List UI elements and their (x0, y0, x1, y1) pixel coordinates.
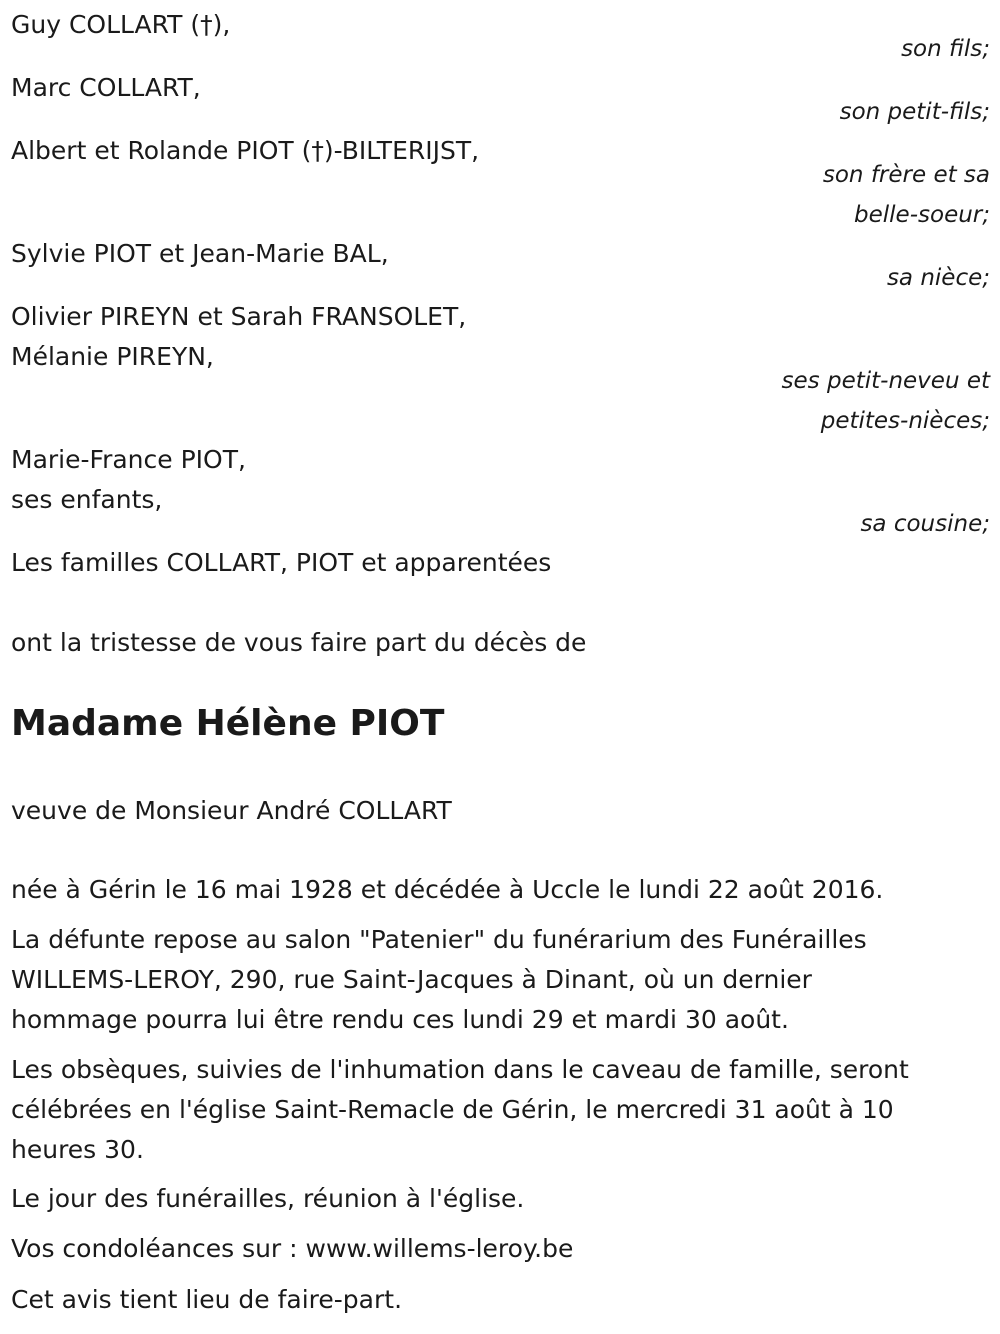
family-relation: son fils; (901, 36, 990, 62)
announcement-line: ont la tristesse de vous faire part du décès de (11, 628, 587, 657)
family-name-line: Marie-France PIOT, (11, 445, 246, 474)
family-relation: sa cousine; (860, 511, 990, 537)
family-relation: ses petit-neveu et (781, 368, 990, 394)
paragraph-line: hommage pourra lui être rendu ces lundi 29 et mardi 30 août. (11, 1005, 789, 1034)
family-name-line: ses enfants, (11, 485, 163, 514)
family-name-line: Olivier PIREYN et Sarah FRANSOLET, (11, 302, 467, 331)
family-name-line: Marc COLLART, (11, 73, 201, 102)
family-relation: petites-nièces; (820, 408, 990, 434)
family-relation: belle-soeur; (854, 202, 990, 228)
deceased-name: Madame Hélène PIOT (11, 703, 445, 744)
family-name-line: Guy COLLART (†), (11, 10, 231, 39)
family-name-line: Sylvie PIOT et Jean-Marie BAL, (11, 239, 389, 268)
condolences-line: Vos condoléances sur : www.willems-leroy.be (11, 1234, 574, 1263)
widow-line: veuve de Monsieur André COLLART (11, 796, 452, 825)
paragraph-line: célébrées en l'église Saint-Remacle de Gérin, le mercredi 31 août à 10 (11, 1095, 894, 1124)
paragraph-line: La défunte repose au salon "Patenier" du funérarium des Funérailles (11, 925, 867, 954)
closing-line: Cet avis tient lieu de faire-part. (11, 1285, 403, 1314)
family-name-line: Mélanie PIREYN, (11, 342, 214, 371)
families-line: Les familles COLLART, PIOT et apparentées (11, 548, 552, 577)
birth-death-line: née à Gérin le 16 mai 1928 et décédée à Uccle le lundi 22 août 2016. (11, 875, 884, 904)
paragraph-line: heures 30. (11, 1135, 144, 1164)
paragraph-line: Les obsèques, suivies de l'inhumation dans le caveau de famille, seront (11, 1055, 909, 1084)
paragraph-line: WILLEMS-LEROY, 290, rue Saint-Jacques à Dinant, où un dernier (11, 965, 812, 994)
family-name-line: Albert et Rolande PIOT (†)-BILTERIJST, (11, 136, 480, 165)
family-relation: son petit-fils; (839, 99, 990, 125)
family-relation: sa nièce; (886, 265, 990, 291)
family-relation: son frère et sa (822, 162, 990, 188)
gathering-line: Le jour des funérailles, réunion à l'église. (11, 1184, 525, 1213)
